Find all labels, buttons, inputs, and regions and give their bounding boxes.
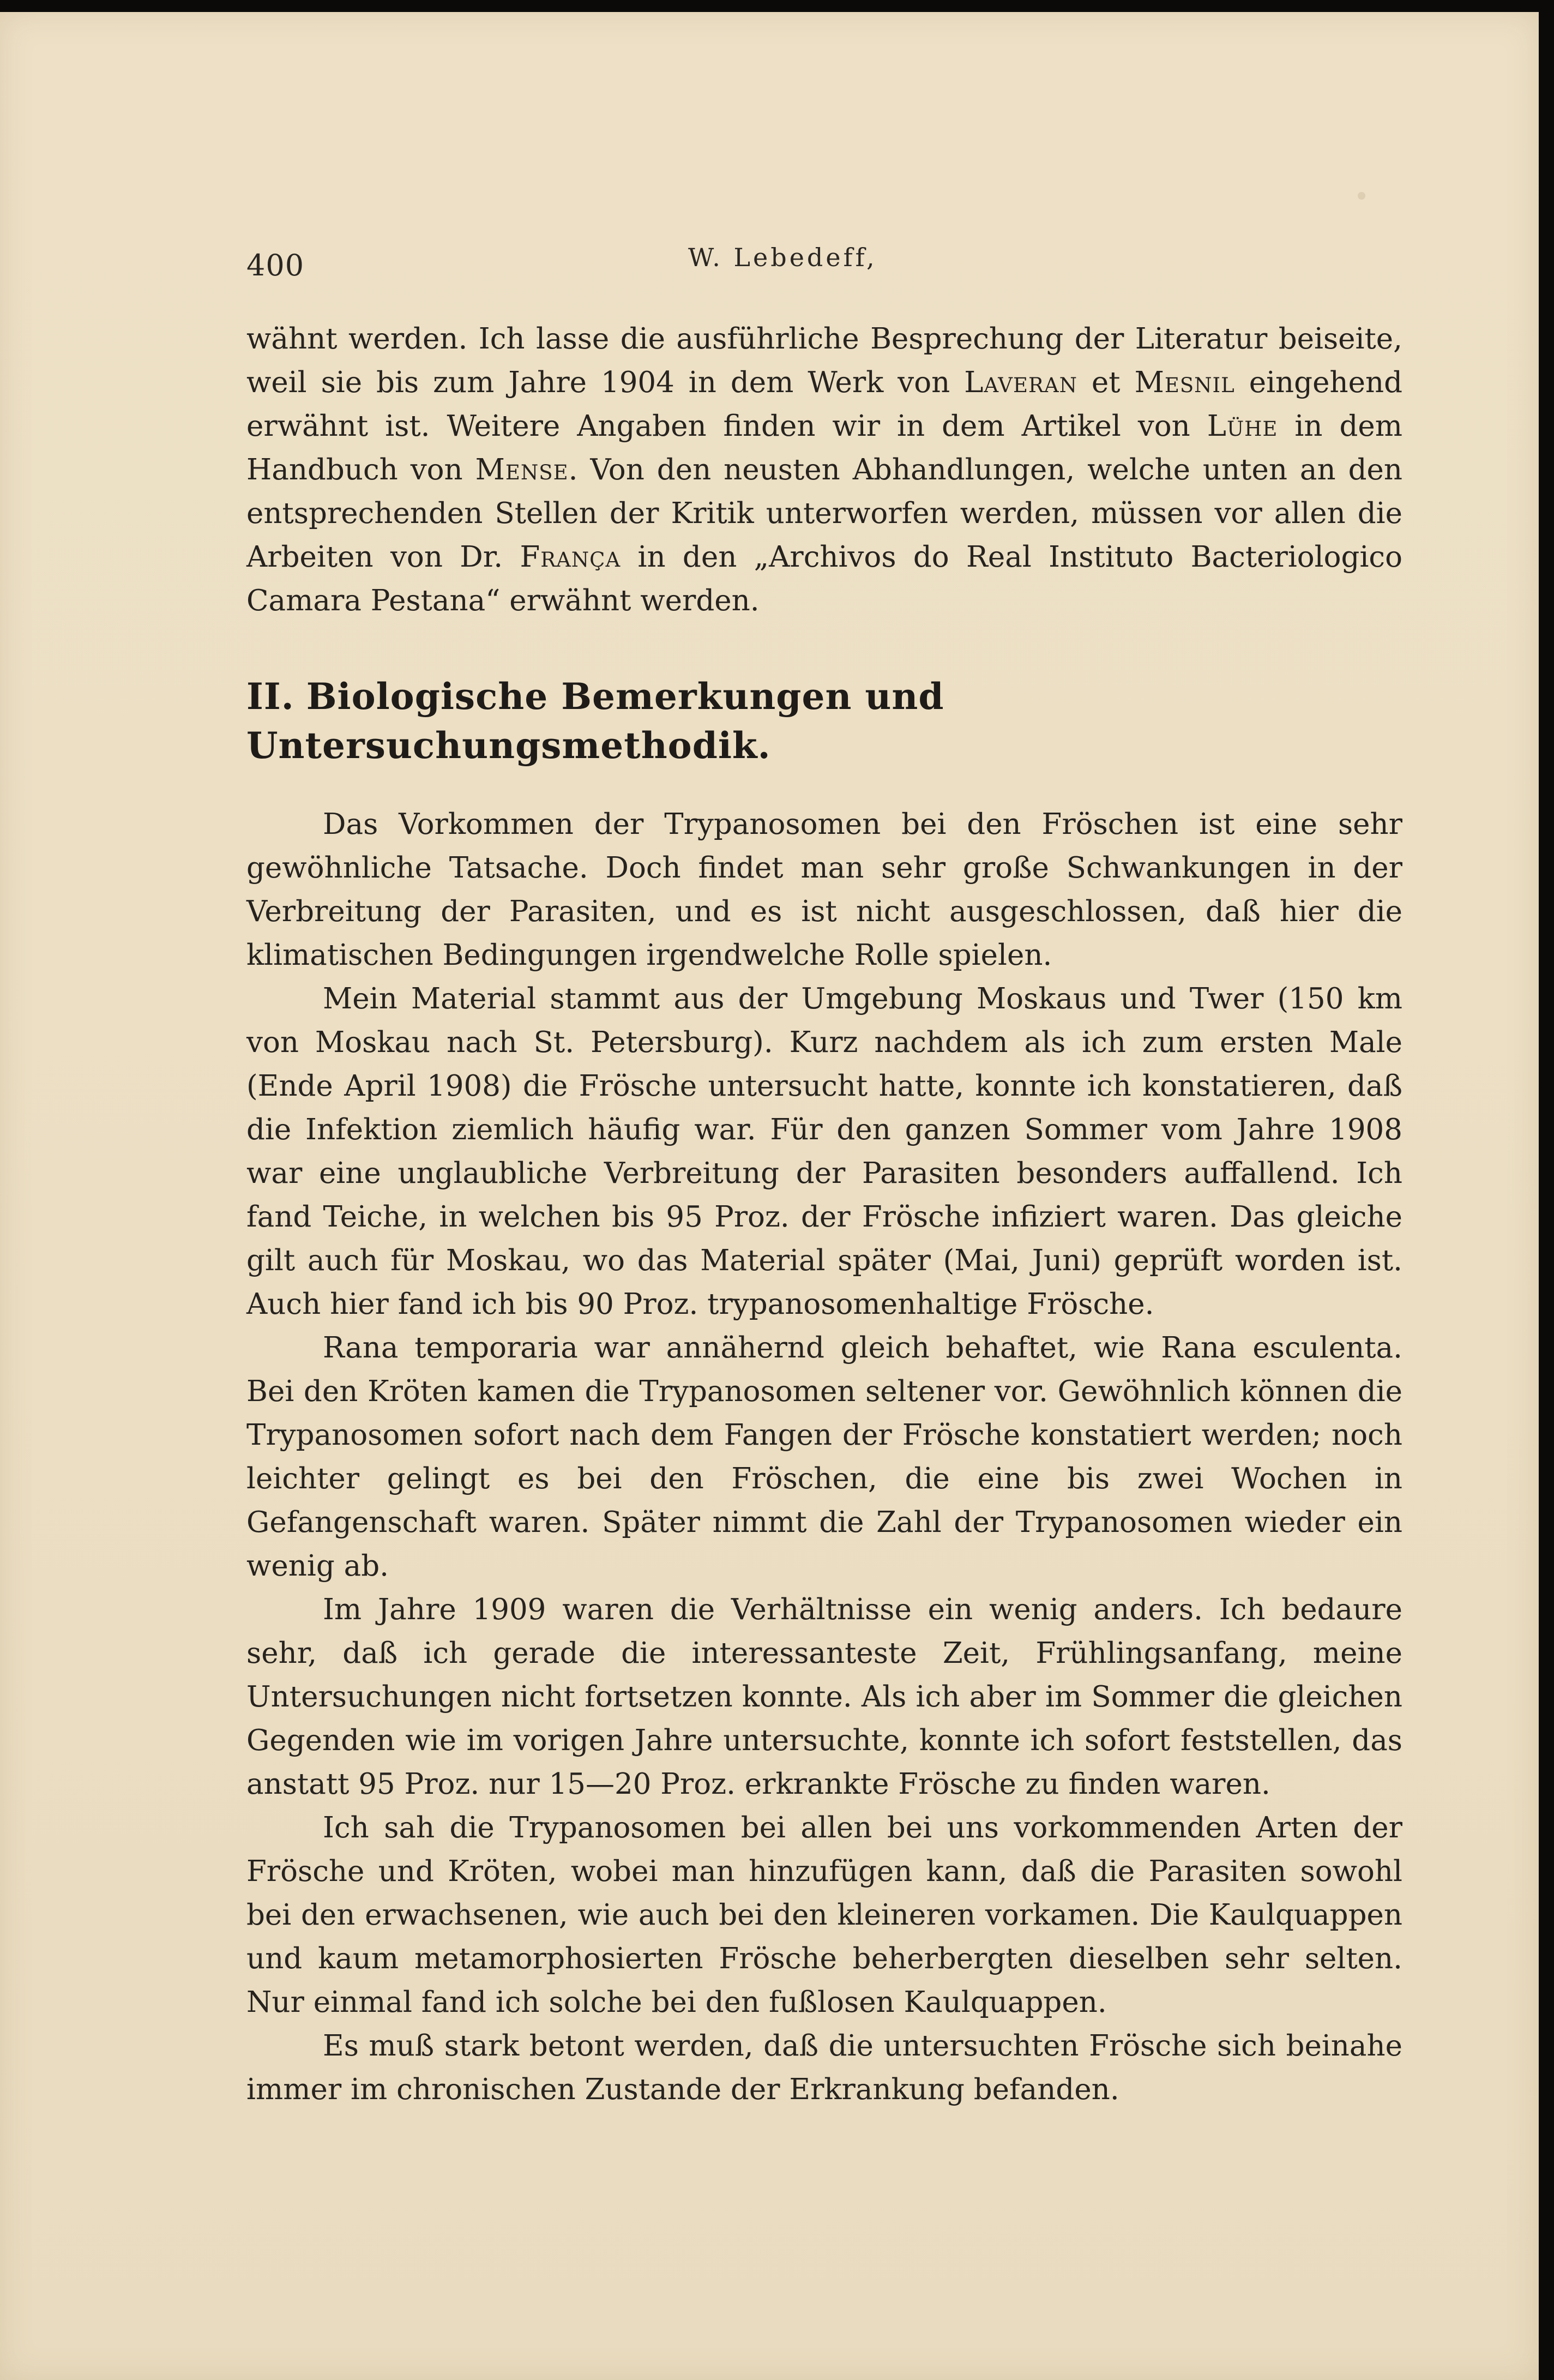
paragraph: Im Jahre 1909 waren die Verhältnisse ein wenig anders. Ich bedaure sehr, daß ich gerade die interessanteste Zeit, Frühlingsanfang, meine Untersuchungen nicht fortsetzen konnte. Als ich aber im Sommer die gleichen Gegenden wie im vorigen Jahre untersuchte, konnte ich sofort feststellen, das anstatt 95 Proz. nur 15—20 Proz. erkrankte Frösche zu finden waren.: [246, 1593, 1402, 1801]
scan-border: [1539, 0, 1554, 2380]
text-run: in den „Archivos do Real Instituto Bacteriologico Camara Pestana“ erwähnt werden.: [246, 540, 1403, 617]
paragraph: Ich sah die Trypanosomen bei allen bei uns vorkommenden Arten der Frösche und Kröten, wobei man hinzufügen kann, daß die Parasiten sowohl bei den erwachsenen, wie auch bei den kleineren vorkamen. Die Kaulquappen und kaum metamorphosierten Frösche beherbergten dieselben sehr selten. Nur einmal fand ich solche bei den fußlosen Kaulquappen.: [246, 1811, 1402, 2019]
author-franca: França: [520, 540, 621, 574]
text-run: eingehend erwähnt ist. Weitere Angaben finden wir in dem Artikel von: [246, 366, 1403, 443]
section-title: Biologische Bemerkungen und Untersuchungsmethodik.: [246, 675, 944, 767]
paragraph: Es muß stark betont werden, daß die untersuchten Frösche sich beinahe immer im chronischen Zustande der Erkrankung befanden.: [246, 2029, 1402, 2106]
intro-paragraph: [246, 317, 1402, 623]
author-mense: Mense: [475, 453, 569, 486]
paragraph: Rana temporaria war annähernd gleich behaftet, wie Rana esculenta. Bei den Kröten kamen die Trypanosomen seltener vor. Gewöhnlich können die Trypanosomen sofort nach dem Fangen der Frösche konstatiert werden; noch leichter gelingt es bei den Fröschen, die eine bis zwei Wochen in Gefangenschaft waren. Später nimmt die Zahl der Trypanosomen wieder ein wenig ab.: [246, 1331, 1402, 1583]
paragraph: Das Vorkommen der Trypanosomen bei den Fröschen ist eine sehr gewöhnliche Tatsache. Doch findet man sehr große Schwankungen in der Verbreitung der Parasiten, und es ist nicht ausgeschlossen, daß hier die klimatischen Bedingungen irgendwelche Rolle spielen.: [246, 808, 1402, 972]
book-page: [0, 12, 1539, 2380]
section-number: II.: [246, 675, 294, 718]
text-run: in dem Handbuch von: [246, 410, 1402, 486]
text-run: et: [1077, 366, 1135, 399]
running-title: W. Lebedeff,: [688, 243, 877, 272]
paragraph: Mein Material stammt aus der Umgebung Moskaus und Twer (150 km von Moskau nach St. Petersburg). Kurz nachdem als ich zum ersten Male (Ende April 1908) die Frösche untersucht hatte, konnte ich konstatieren, daß die Infektion ziemlich häufig war. Für den ganzen Sommer vom Jahre 1908 war eine unglaubliche Verbreitung der Parasiten besonders auffallend. Ich fand Teiche, in welchen bis 95 Proz. der Frösche infiziert waren. Das gleiche gilt auch für Moskau, wo das Material später (Mai, Juni) geprüft worden ist. Auch hier fand ich bis 90 Proz. trypanosomenhaltige Frösche.: [246, 982, 1402, 1321]
running-head: [246, 243, 1402, 292]
page-number: 400: [246, 248, 305, 283]
body-text: [246, 317, 1402, 2112]
section-heading: [246, 672, 1402, 770]
text-run: wähnt werden. Ich lasse die ausführliche Besprechung der Literatur beiseite, weil sie bis zum Jahre 1904 in dem Werk von: [246, 322, 1402, 399]
paper-stain: [1358, 192, 1365, 200]
author-luehe: Lühe: [1207, 410, 1278, 443]
author-mesnil: Mesnil: [1134, 366, 1235, 399]
text-run: . Von den neusten Abhandlungen, welche unten an den entsprechenden Stellen der Kritik unterworfen werden, müssen vor allen die Arbeiten von Dr.: [246, 453, 1403, 574]
author-laveran: Laveran: [964, 366, 1077, 399]
